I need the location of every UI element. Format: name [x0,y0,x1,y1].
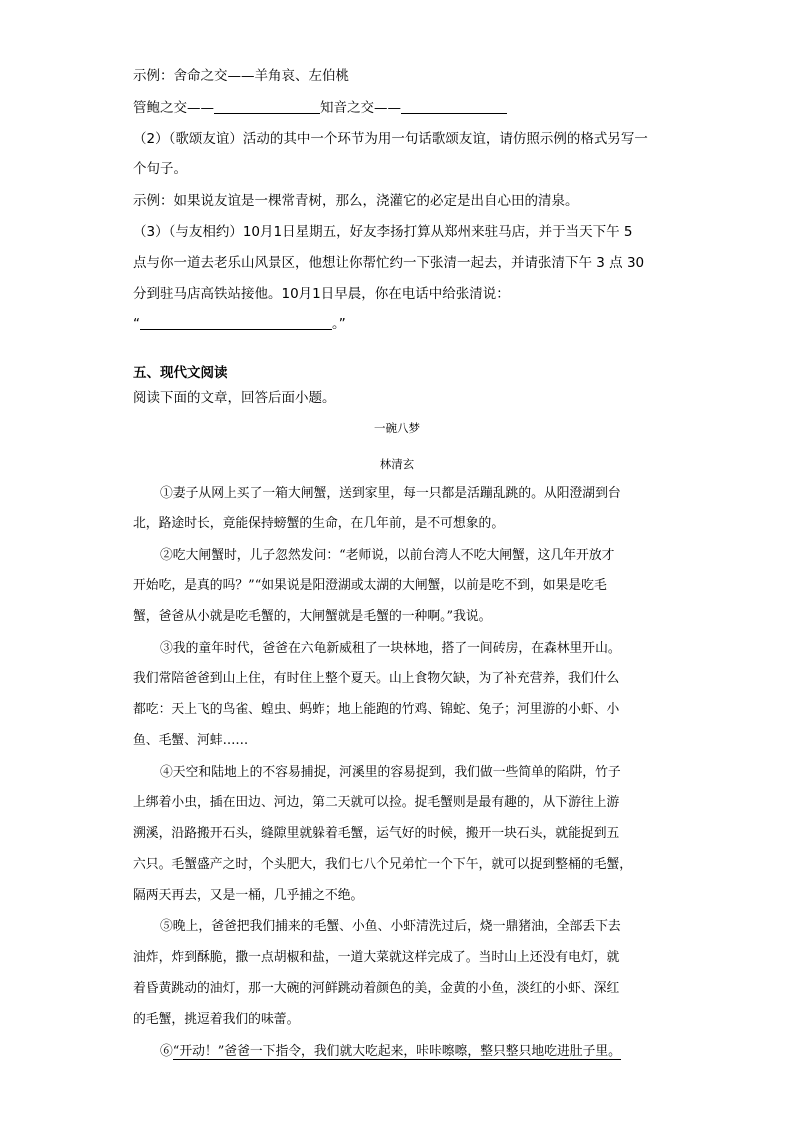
paragraph-5-line-1: ⑤晚上，爸爸把我们捕来的毛蟹、小鱼、小虾清洗过后，烧一鼎猪油，全部丢下去 [160,919,621,934]
paragraph-6-number: ⑥ [160,1044,173,1059]
paragraph-2-line-1: ②吃大闸蟹时，儿子忽然发问：“老师说，以前台湾人不吃大闸蟹，这几年开放才 [160,548,615,563]
q2-line-2: 个句子。 [133,161,187,177]
q3-answer-blank[interactable] [140,315,332,330]
friendship-blanks-line [133,98,507,118]
quote-open: “ [133,316,140,332]
paragraph-6-line-1 [160,1042,621,1062]
article-title: 一碗八梦 [374,421,420,435]
q2-line-1: （2）（歌颂友谊）活动的其中一个环节为用一句话歌颂友谊，请仿照示例的格式另写一 [133,131,648,147]
paragraph-3-line-4: 鱼、毛蟹、河蚌…… [133,733,249,748]
paragraph-1-line-2: 北，路途时长，竟能保持螃蟹的生命，在几年前，是不可想象的。 [133,516,505,531]
paragraph-3-line-1: ③我的童年时代，爸爸在六龟新威租了一块林地，搭了一间砖房，在森林里开山。 [160,641,621,656]
paragraph-2-line-3: 蟹，爸爸从小就是吃毛蟹的，大闸蟹就是毛蟹的一种啊。”我说。 [133,609,492,624]
q3-answer-line [133,314,346,334]
paragraph-4-line-4: 六只。毛蟹盛产之时，个头肥大，我们七八个兄弟忙一个下午，就可以捉到整桶的毛蟹， [133,857,633,872]
paragraph-3-line-3: 都吃：天上飞的鸟雀、蝗虫、蚂蚱；地上能跑的竹鸡、锦蛇、兔子；河里游的小虾、小 [133,702,620,717]
paragraph-4-line-3: 溯溪，沿路搬开石头，缝隙里就躲着毛蟹，运气好的时候，搬开一块石头，就能捉到五 [133,826,620,841]
paragraph-3-line-2: 我们常陪爸爸到山上住，有时住上整个夏天。山上食物欠缺，为了补充营养，我们什么 [133,671,620,686]
section-instruction: 阅读下面的文章，回答后面小题。 [133,390,336,406]
paragraph-4-line-5: 隔两天再去，又是一桶，几乎捕之不绝。 [133,888,364,903]
q3-line-2: 点与你一道去老乐山风景区，他想让你帮忙约一下张清一起去，并请张清下午 3 点 30 [133,255,645,271]
paragraph-5-line-3: 着昏黄跳动的油灯，那一大碗的河鲜跳动着颜色的美，金黄的小鱼，淡红的小虾、深红 [133,981,620,996]
friend1-label: 管鲍之交—— [133,100,214,116]
example-line: 示例：舍命之交——羊角哀、左伯桃 [133,68,349,84]
paragraph-5-line-4: 的毛蟹，挑逗着我们的味蕾。 [133,1012,300,1027]
paragraph-5-line-2: 油炸，炸到酥脆，撒一点胡椒和盐，一道大菜就这样完成了。当时山上还没有电灯，就 [133,950,620,965]
article-author: 林清玄 [379,457,415,471]
paragraph-1-line-1: ①妻子从网上买了一箱大闸蟹，送到家里，每一只都是活蹦乱跳的。从阳澄湖到台 [160,486,621,501]
friend2-blank[interactable] [401,99,507,114]
q3-line-3: 分到驻马店高铁站接他。10月1日早晨，你在电话中给张清说： [133,286,510,302]
quote-close: 。” [332,316,346,332]
q2-example: 示例：如果说友谊是一棵常青树，那么，浇灌它的必定是出自心田的清泉。 [133,193,579,209]
paragraph-6-underlined-text: “开动！”爸爸一下指令，我们就大吃起来，咔咔嚓嚓，整只整只地吃进肚子里。 [172,1044,621,1059]
paragraph-4-line-2: 上绑着小虫，插在田边、河边，第二天就可以捡。捉毛蟹则是最有趣的，从下游往上游 [133,795,620,810]
friend2-label: 知音之交—— [320,100,401,116]
paragraph-2-line-2: 开始吃，是真的吗？”“如果说是阳澄湖或太湖的大闸蟹，以前是吃不到，如果是吃毛 [133,578,607,593]
section-title: 五、现代文阅读 [133,365,228,381]
friend1-blank[interactable] [214,99,320,114]
paragraph-4-line-1: ④天空和陆地上的不容易捕捉，河溪里的容易捉到，我们做一些简单的陷阱，竹子 [160,765,621,780]
q3-line-1: （3）（与友相约）10月1日星期五，好友李扬打算从郑州来驻马店，并于当天下午 5 [133,224,633,240]
